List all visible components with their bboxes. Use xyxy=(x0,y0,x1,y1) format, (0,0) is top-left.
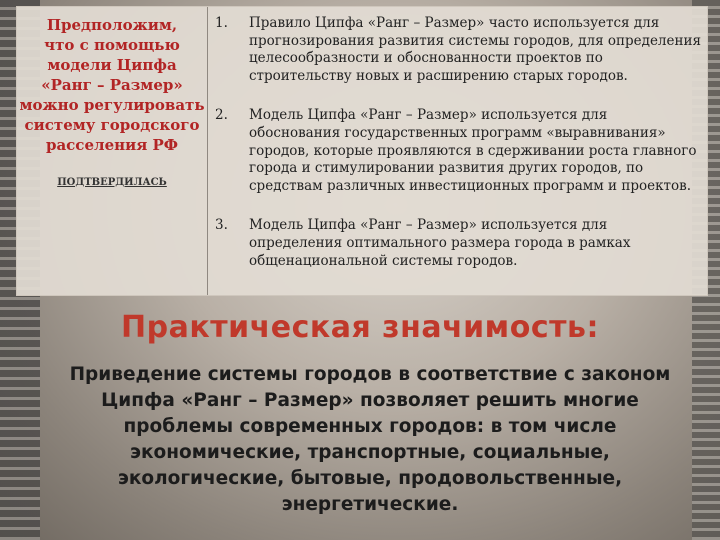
list-item xyxy=(213,15,701,85)
item-text: Модель Ципфа «Ранг – Размер» используется для обоснования государственных программ «выравнивания» городов, которые проявляются в сдерживании роста главного города и стимулировании развития других городов, по средствам различных инвестиционных программ и проектов. xyxy=(249,107,697,194)
section-title: Практическая значимость: xyxy=(121,310,599,345)
item-text: Правило Ципфа «Ранг – Размер» часто используется для прогнозирования развития системы городов, для определения целесообразности и обоснованности проектов по строительству новых и расширению старых городов. xyxy=(249,15,702,84)
item-number: 1. xyxy=(215,15,228,31)
item-text: Модель Ципфа «Ранг – Размер» используется для определения оптимального размера города в рамках общенациональной системы городов. xyxy=(249,217,631,269)
hypothesis-column xyxy=(17,15,207,188)
content-card xyxy=(16,6,708,296)
item-number: 2. xyxy=(215,107,228,124)
hypothesis-text: Предположим, что с помощью модели Ципфа «Ранг – Размер» можно регулировать систему городского расселения РФ xyxy=(19,16,205,154)
list-item xyxy=(213,217,701,270)
list-item xyxy=(213,107,701,195)
column-divider xyxy=(207,7,208,295)
findings-list xyxy=(213,15,701,292)
confirmed-label: ПОДТВЕРДИЛАСЬ xyxy=(57,177,167,188)
section-body: Приведение системы городов в соответствие с законом Ципфа «Ранг – Размер» позволяет решить многие проблемы современных городов: в том числе экономические, транспортные, социальные, экологические, бытовые, продовольственные, энергетические. xyxy=(69,364,671,515)
item-number: 3. xyxy=(215,217,228,234)
